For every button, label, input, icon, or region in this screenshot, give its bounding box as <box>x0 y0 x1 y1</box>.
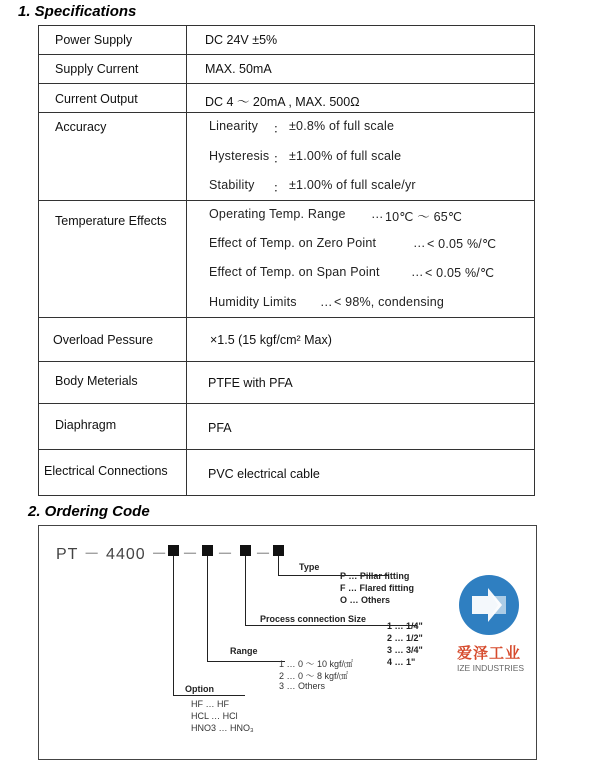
ordering-heading: 2. Ordering Code <box>28 503 150 520</box>
spec-value-electrical-connections: PVC electrical cable <box>208 467 320 481</box>
temp-operating-range: Operating Temp. Range … 10℃ ～ 65℃ <box>209 207 463 224</box>
ordering-code-box <box>38 525 537 760</box>
temp-humidity-limits: Humidity Limits … < 98%, condensing <box>209 295 445 309</box>
spec-value-supply-current: MAX. 50mA <box>205 62 272 76</box>
range-option-2: 2 … 0 ～ 8 kgf/㎠ <box>279 671 349 681</box>
accuracy-stability: Stability ： ±1.00% of full scale/yr <box>209 178 416 195</box>
code-slot-process-size <box>240 545 251 556</box>
option-hno3: HNO3 … HNO₃ <box>191 723 254 733</box>
range-title: Range <box>230 646 258 656</box>
code-slot-option <box>168 545 179 556</box>
option-hf: HF … HF <box>191 699 229 709</box>
option-title: Option <box>185 684 214 694</box>
type-option-o: O … Others <box>340 595 391 605</box>
process-size-title: Process connection Size <box>260 614 367 624</box>
specs-heading: 1. Specifications <box>18 3 137 20</box>
temp-span-point: Effect of Temp. on Span Point … < 0.05 %/℃ <box>209 265 495 280</box>
type-option-f: F … Flared fitting <box>340 583 414 593</box>
spec-label-diaphragm: Diaphragm <box>55 418 117 432</box>
spec-label-accuracy: Accuracy <box>55 120 107 134</box>
spec-label-power-supply: Power Supply <box>55 33 133 47</box>
accuracy-linearity: Linearity ： ±0.8% of full scale <box>209 119 395 136</box>
spec-value-diaphragm: PFA <box>208 421 232 435</box>
process-size-option-4: 4 … 1" <box>387 657 416 667</box>
spec-value-current-output: DC 4 ～ 20mA , MAX. 500Ω <box>205 95 360 109</box>
type-title: Type <box>299 562 320 572</box>
code-slot-range <box>202 545 213 556</box>
code-dash-3: － <box>255 546 273 563</box>
spec-value-power-supply: DC 24V ±5% <box>205 33 278 47</box>
code-dash-2: － <box>217 546 235 563</box>
spec-label-current-output: Current Output <box>55 92 138 106</box>
range-option-1: 1 … 0 ～ 10 kgf/㎠ <box>279 659 354 669</box>
spec-label-electrical-connections: Electrical Connections <box>44 464 168 478</box>
range-option-3: 3 … Others <box>279 681 326 691</box>
spec-label-overload-pressure: Overload Pessure <box>53 333 154 347</box>
accuracy-hysteresis: Hysteresis ： ±1.00% of full scale <box>209 149 402 166</box>
ordering-code-prefix: PT － 4400 － <box>56 546 169 563</box>
spec-table <box>38 25 535 495</box>
option-hcl: HCL … HCl <box>191 711 238 721</box>
spec-value-body-materials: PTFE with PFA <box>208 376 293 390</box>
ize-logo-icon <box>458 574 520 636</box>
process-size-option-2: 2 … 1/2" <box>387 633 423 643</box>
process-size-option-3: 3 … 3/4" <box>387 645 423 655</box>
code-slot-type <box>273 545 284 556</box>
spec-value-overload-pressure: ×1.5 (15 kgf/cm² Max) <box>210 333 332 347</box>
spec-label-temperature-effects: Temperature Effects <box>55 214 167 228</box>
temp-zero-point: Effect of Temp. on Zero Point … < 0.05 %/℃ <box>209 236 497 251</box>
type-option-p: P … Pillar fitting <box>340 571 410 581</box>
process-size-option-1: 1 … 1/4" <box>387 621 423 631</box>
spec-label-body-materials: Body Meterials <box>55 374 138 388</box>
code-dash-1: － <box>182 546 200 563</box>
spec-label-supply-current: Supply Current <box>55 62 139 76</box>
logo-company-name: 爱泽工业 <box>457 644 522 662</box>
logo-company-subtitle: IZE INDUSTRIES <box>457 663 525 673</box>
